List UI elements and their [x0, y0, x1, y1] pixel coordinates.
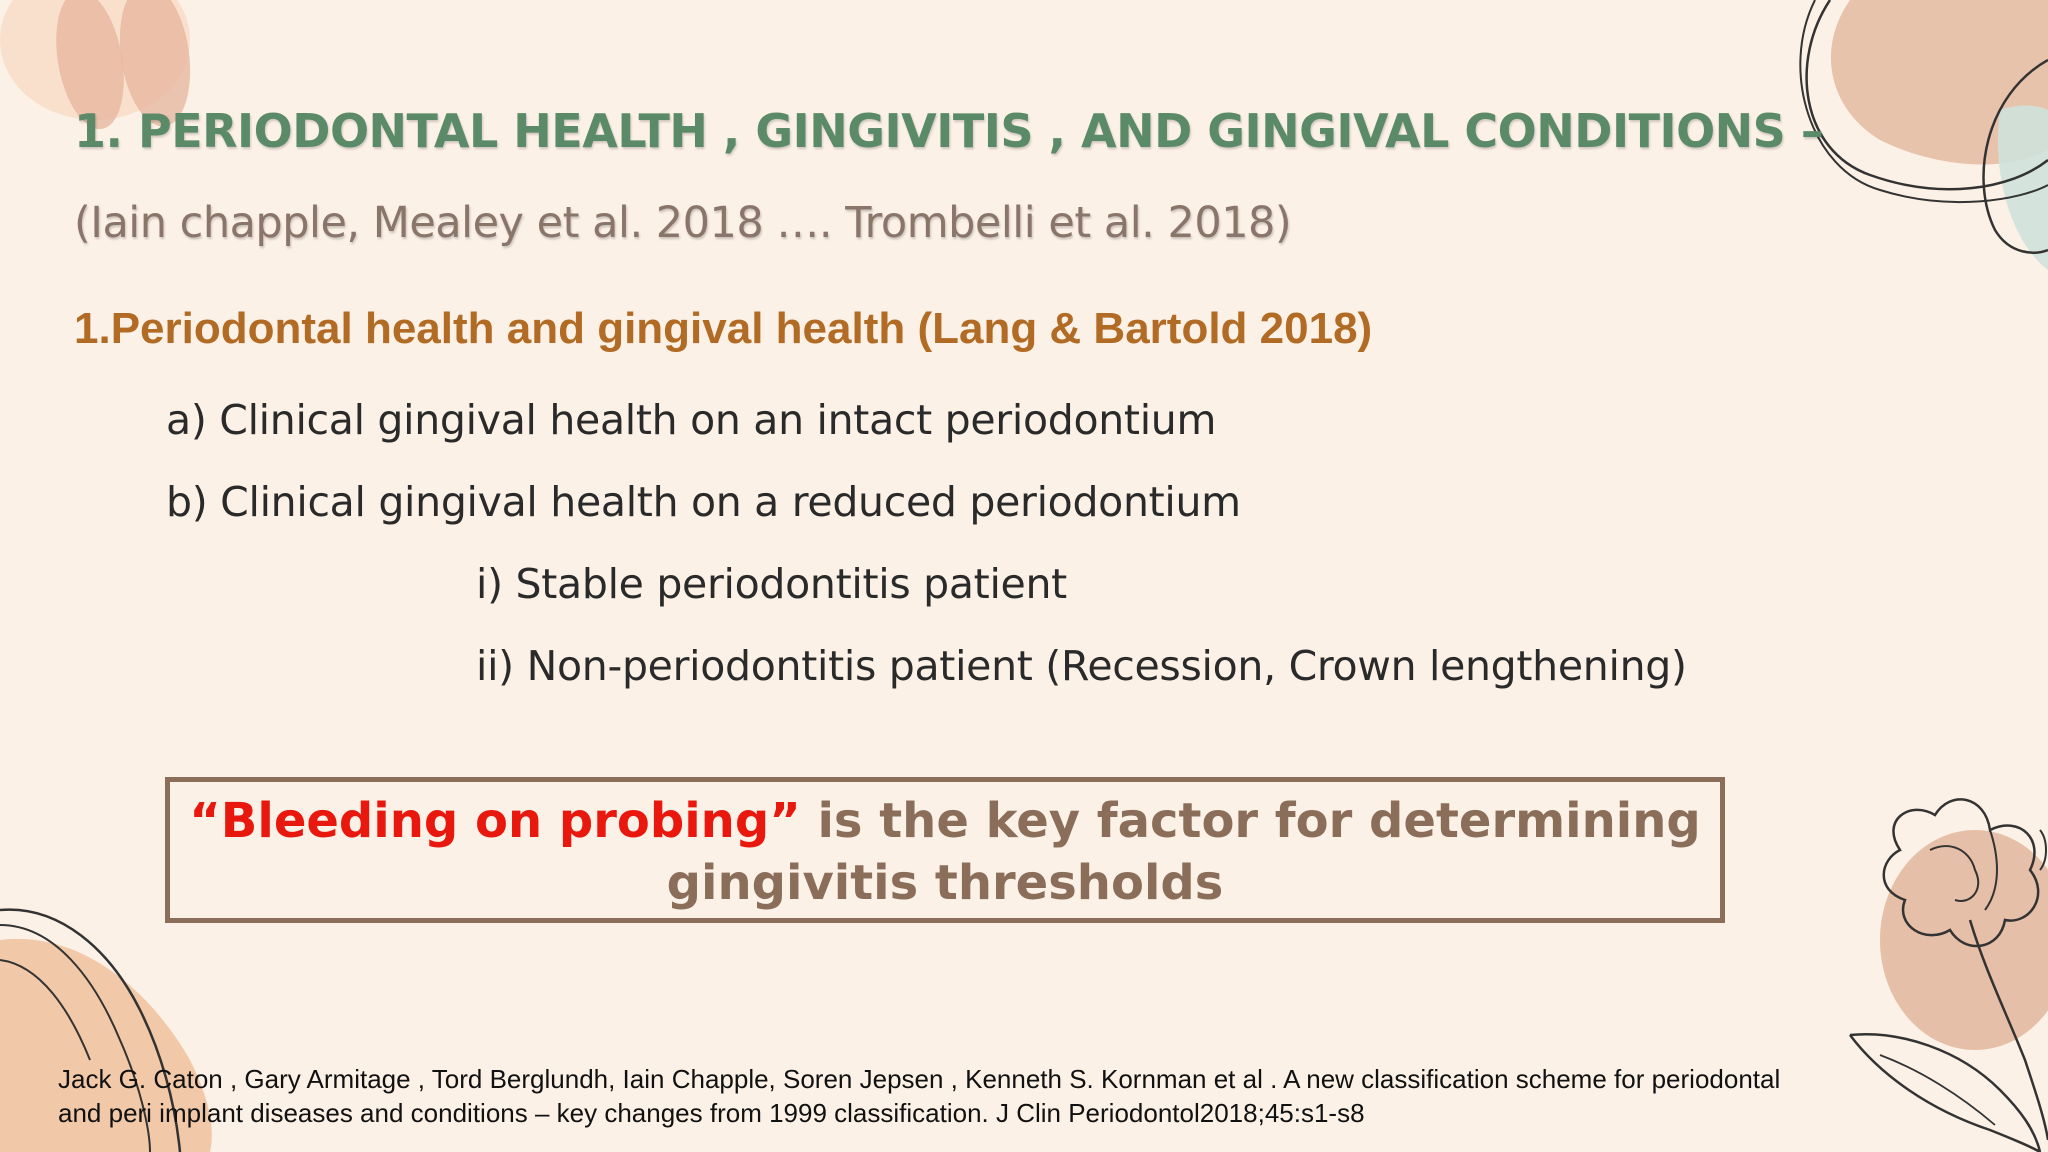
sub-list-item-i: i) Stable periodontitis patient [476, 560, 1067, 608]
top-right-abstract-shapes [1800, 0, 2048, 270]
reference-line-2: and peri implant diseases and conditions – key changes from 1999 classification. J Clin Periodontol2018;45:s1-s8 [58, 1098, 1365, 1128]
reference-citation [58, 1062, 1978, 1130]
callout-box [165, 777, 1725, 923]
reference-line-1: Jack G. Caton , Gary Armitage , Tord Berglundh, Iain Chapple, Soren Jepsen , Kenneth S. Kornman et al . A new classification scheme for periodontal [58, 1064, 1781, 1094]
list-item-a: a) Clinical gingival health on an intact periodontium [166, 396, 1217, 444]
callout-line-1 [170, 790, 1720, 852]
callout-line-2: gingivitis thresholds [666, 855, 1224, 911]
slide-subtitle: (Iain chapple, Mealey et al. 2018 …. Trombelli et al. 2018) [74, 198, 1292, 248]
list-item-b: b) Clinical gingival health on a reduced periodontium [166, 478, 1241, 526]
slide-title: 1. PERIODONTAL HEALTH , GINGIVITIS , AND GINGIVAL CONDITIONS – [74, 104, 1824, 158]
callout-highlight: “Bleeding on probing” [189, 793, 801, 849]
sub-list-item-ii: ii) Non-periodontitis patient (Recession, Crown lengthening) [476, 642, 1687, 690]
section-heading: 1.Periodontal health and gingival health (Lang & Bartold 2018) [74, 304, 1373, 353]
callout-text: is the key factor for determining [800, 793, 1701, 849]
